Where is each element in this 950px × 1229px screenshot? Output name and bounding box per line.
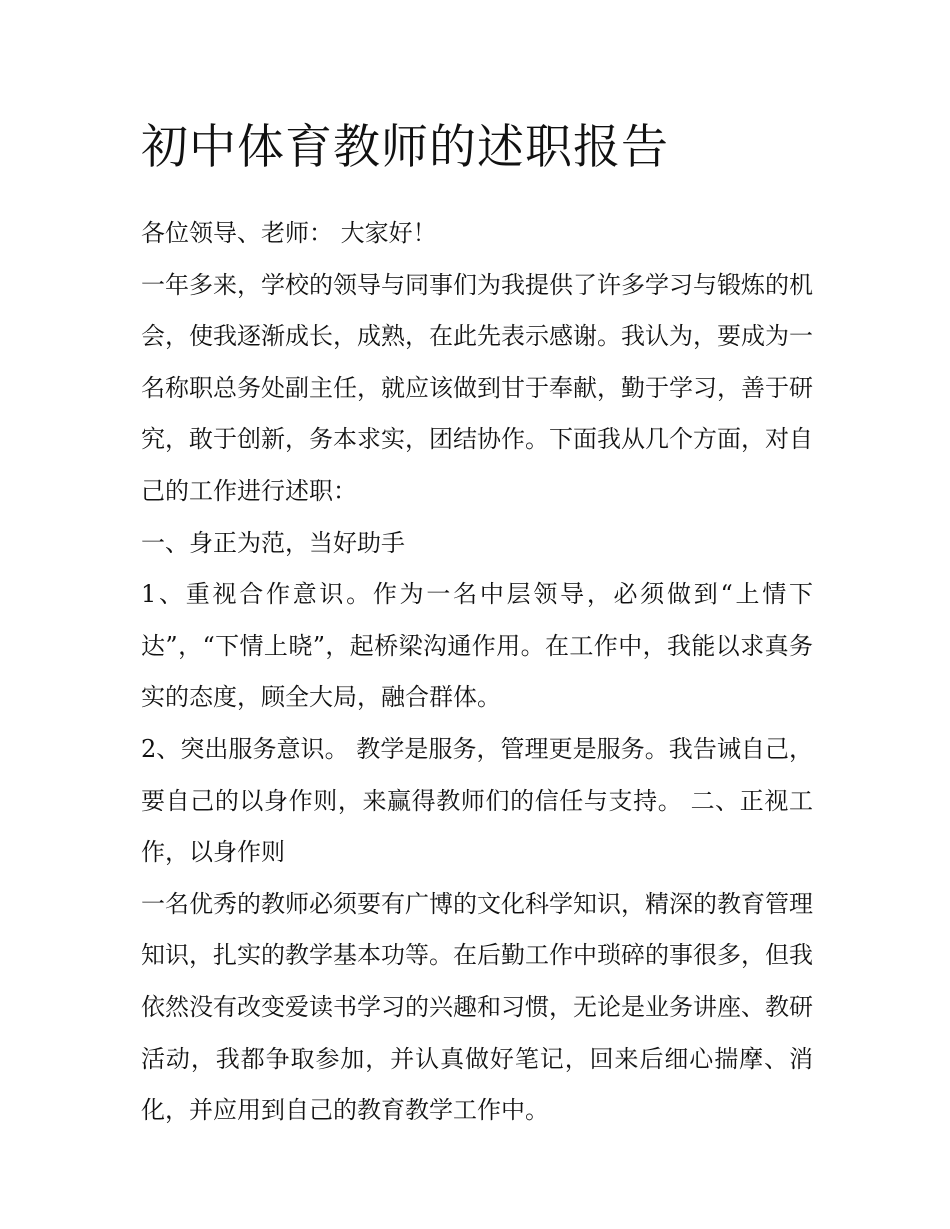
section-2-body-paragraph: 一名优秀的教师必须要有广博的文化科学知识，精深的教育管理知识，扎实的教学基本功等。在后勤工作中琐碎的事很多，但我依然没有改变爱读书学习的兴趣和习惯，无论是业务讲座、教研活动，我都争取参加，并认真做好笔记，回来后细心揣摩、消化，并应用到自己的教育教学工作中。 [141, 889, 813, 1125]
section-heading-1: 一、身正为范，当好助手 [141, 528, 405, 557]
document-title: 初中体育教师的述职报告 [141, 120, 669, 175]
greeting-paragraph: 各位领导、老师： 大家好！ [141, 219, 437, 247]
item-2-paragraph: 2、突出服务意识。 教学是服务，管理更是服务。我告诫自己，要自己的以身作则，来赢得教师们的信任与支持。 二、正视工作，以身作则 [141, 734, 813, 867]
intro-paragraph: 一年多来，学校的领导与同事们为我提供了许多学习与锻炼的机会，使我逐渐成长，成熟，在此先表示感谢。我认为，要成为一名称职总务处副主任，就应该做到甘于奉献，勤于学习，善于研究，敢于创新，务本求实，团结协作。下面我从几个方面，对自己的工作进行述职： [141, 270, 813, 505]
document-body [141, 118, 813, 1137]
item-1-paragraph: 1、重视合作意识。作为一名中层领导，必须做到“上情下达”，“下情上晓”，起桥梁沟通作用。在工作中，我能以求真务实的态度，顾全大局，融合群体。 [141, 580, 813, 712]
